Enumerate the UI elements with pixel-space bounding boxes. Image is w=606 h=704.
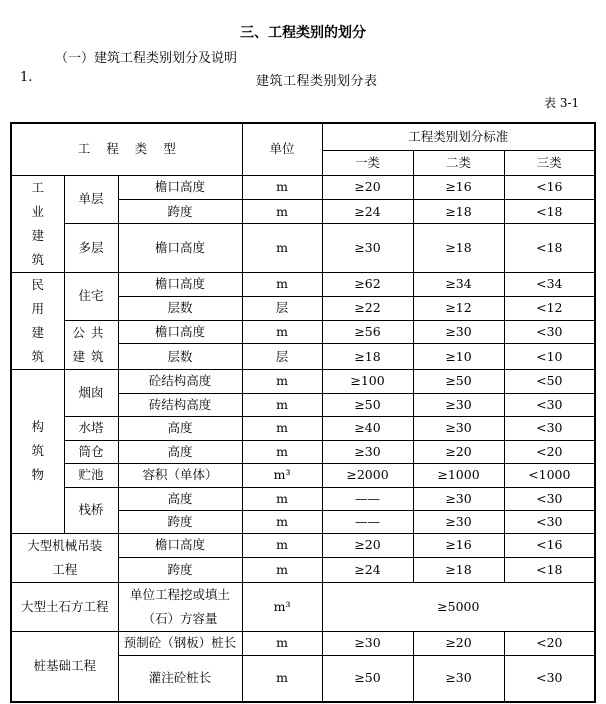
row-unit: m: [242, 199, 322, 223]
row-c1: ≥56: [322, 320, 413, 344]
row-c3: <50: [504, 369, 595, 393]
row-c1: ≥24: [322, 558, 413, 583]
group-pile: 桩基础工程: [11, 631, 118, 702]
row-c3: <30: [504, 320, 595, 344]
row-c2: ≥1000: [413, 463, 504, 487]
row-c2: ≥16: [413, 533, 504, 558]
row-item: 跨度: [118, 510, 242, 533]
row-unit: m³: [242, 582, 322, 631]
row-c1: ≥18: [322, 344, 413, 369]
row-unit: m: [242, 510, 322, 533]
subgroup-public-label: 公共建筑: [72, 324, 110, 364]
row-c1: ≥50: [322, 655, 413, 702]
header-class-3: 三类: [504, 150, 595, 175]
row-c1: ≥30: [322, 631, 413, 655]
row-item: 高度: [118, 487, 242, 510]
row-item: 层数: [118, 296, 242, 320]
row-item: 跨度: [118, 558, 242, 583]
row-c3: <18: [504, 224, 595, 273]
row-c3: <1000: [504, 463, 595, 487]
row-c1: ≥40: [322, 416, 413, 440]
row-item: 容积（单体）: [118, 463, 242, 487]
group-crane-label: 大型机械吊装工程: [27, 537, 103, 577]
row-unit: m: [242, 655, 322, 702]
row-unit: m³: [242, 463, 322, 487]
row-item: 高度: [118, 440, 242, 463]
row-c3: <16: [504, 175, 595, 199]
row-c1: ≥30: [322, 440, 413, 463]
row-unit: m: [242, 487, 322, 510]
group-crane: [11, 533, 118, 582]
header-class-1: 一类: [322, 150, 413, 175]
row-c2: ≥50: [413, 369, 504, 393]
subgroup-watertower: 水塔: [64, 416, 118, 440]
row-c3: <30: [504, 416, 595, 440]
group-structure: [11, 369, 64, 533]
row-c1: ≥24: [322, 199, 413, 223]
row-c2: ≥18: [413, 224, 504, 273]
row-c2: ≥12: [413, 296, 504, 320]
row-unit: m: [242, 320, 322, 344]
row-unit: m: [242, 416, 322, 440]
earthwork-item-label: 单位工程挖或填土（石）方容量: [130, 586, 231, 626]
row-c3: <12: [504, 296, 595, 320]
row-unit: m: [242, 272, 322, 296]
row-c1: ≥2000: [322, 463, 413, 487]
row-item: 檐口高度: [118, 272, 242, 296]
subgroup-trestle: 栈桥: [64, 487, 118, 533]
row-c3: <30: [504, 393, 595, 416]
table-number: 表 3-1: [544, 96, 580, 110]
row-c2: ≥18: [413, 558, 504, 583]
row-c2: ≥34: [413, 272, 504, 296]
row-c1: ≥30: [322, 224, 413, 273]
row-unit: m: [242, 533, 322, 558]
header-class-2: 二类: [413, 150, 504, 175]
subgroup-multi: 多层: [64, 224, 118, 273]
row-c3: <30: [504, 487, 595, 510]
group-industrial-label: 工业建筑: [31, 179, 44, 267]
row-c2: ≥20: [413, 631, 504, 655]
row-c1: ≥22: [322, 296, 413, 320]
row-unit: 层: [242, 296, 322, 320]
section-subheading: （一）建筑工程类别划分及说明: [55, 51, 238, 66]
row-item: 檐口高度: [118, 533, 242, 558]
item-number: 1.: [20, 70, 33, 85]
row-unit: m: [242, 558, 322, 583]
row-c2: ≥30: [413, 510, 504, 533]
row-c3: <30: [504, 510, 595, 533]
row-item: 檐口高度: [118, 320, 242, 344]
row-c3: <34: [504, 272, 595, 296]
table-title: 建筑工程类别划分表: [256, 74, 378, 89]
group-civil-label: 民用建筑: [31, 276, 44, 364]
row-c2: ≥16: [413, 175, 504, 199]
row-merged-criteria: ≥5000: [322, 582, 595, 631]
row-c3: <18: [504, 558, 595, 583]
row-item: 层数: [118, 344, 242, 369]
row-unit: m: [242, 369, 322, 393]
header-type: 工程类型: [11, 123, 242, 175]
row-item: [118, 582, 242, 631]
row-item: 砼结构高度: [118, 369, 242, 393]
row-item: 檐口高度: [118, 175, 242, 199]
subgroup-tank: 贮池: [64, 463, 118, 487]
row-c2: ≥10: [413, 344, 504, 369]
row-item: 跨度: [118, 199, 242, 223]
group-industrial: [11, 175, 64, 272]
row-unit: 层: [242, 344, 322, 369]
row-c1: ≥20: [322, 533, 413, 558]
row-c1: ——: [322, 487, 413, 510]
row-unit: m: [242, 175, 322, 199]
row-c3: <16: [504, 533, 595, 558]
row-c3: <10: [504, 344, 595, 369]
row-c3: <20: [504, 631, 595, 655]
row-unit: m: [242, 393, 322, 416]
subgroup-single: 单层: [64, 175, 118, 224]
row-unit: m: [242, 440, 322, 463]
row-c3: <18: [504, 199, 595, 223]
header-criteria: 工程类别划分标准: [322, 123, 595, 150]
row-c2: ≥30: [413, 655, 504, 702]
row-unit: m: [242, 224, 322, 273]
row-c2: ≥30: [413, 416, 504, 440]
row-item: 灌注砼桩长: [118, 655, 242, 702]
row-c1: ≥100: [322, 369, 413, 393]
row-c1: ——: [322, 510, 413, 533]
row-c2: ≥30: [413, 320, 504, 344]
row-item: 预制砼（钢板）桩长: [118, 631, 242, 655]
row-c2: ≥30: [413, 487, 504, 510]
row-item: 檐口高度: [118, 224, 242, 273]
classification-table: [10, 122, 596, 703]
row-c3: <30: [504, 655, 595, 702]
page-heading: 三、工程类别的划分: [240, 25, 366, 41]
row-c2: ≥20: [413, 440, 504, 463]
group-earthwork: 大型土石方工程: [11, 582, 118, 631]
group-civil: [11, 272, 64, 369]
row-c1: ≥20: [322, 175, 413, 199]
subgroup-residential: 住宅: [64, 272, 118, 320]
header-unit: 单位: [242, 123, 322, 175]
subgroup-public: [64, 320, 118, 369]
row-c2: ≥18: [413, 199, 504, 223]
row-item: 砖结构高度: [118, 393, 242, 416]
row-c1: ≥50: [322, 393, 413, 416]
row-c2: ≥30: [413, 393, 504, 416]
group-structure-label: 构筑物: [31, 419, 44, 482]
row-unit: m: [242, 631, 322, 655]
row-c1: ≥62: [322, 272, 413, 296]
subgroup-silo: 筒仓: [64, 440, 118, 463]
row-item: 高度: [118, 416, 242, 440]
subgroup-chimney: 烟囱: [64, 369, 118, 416]
row-c3: <20: [504, 440, 595, 463]
